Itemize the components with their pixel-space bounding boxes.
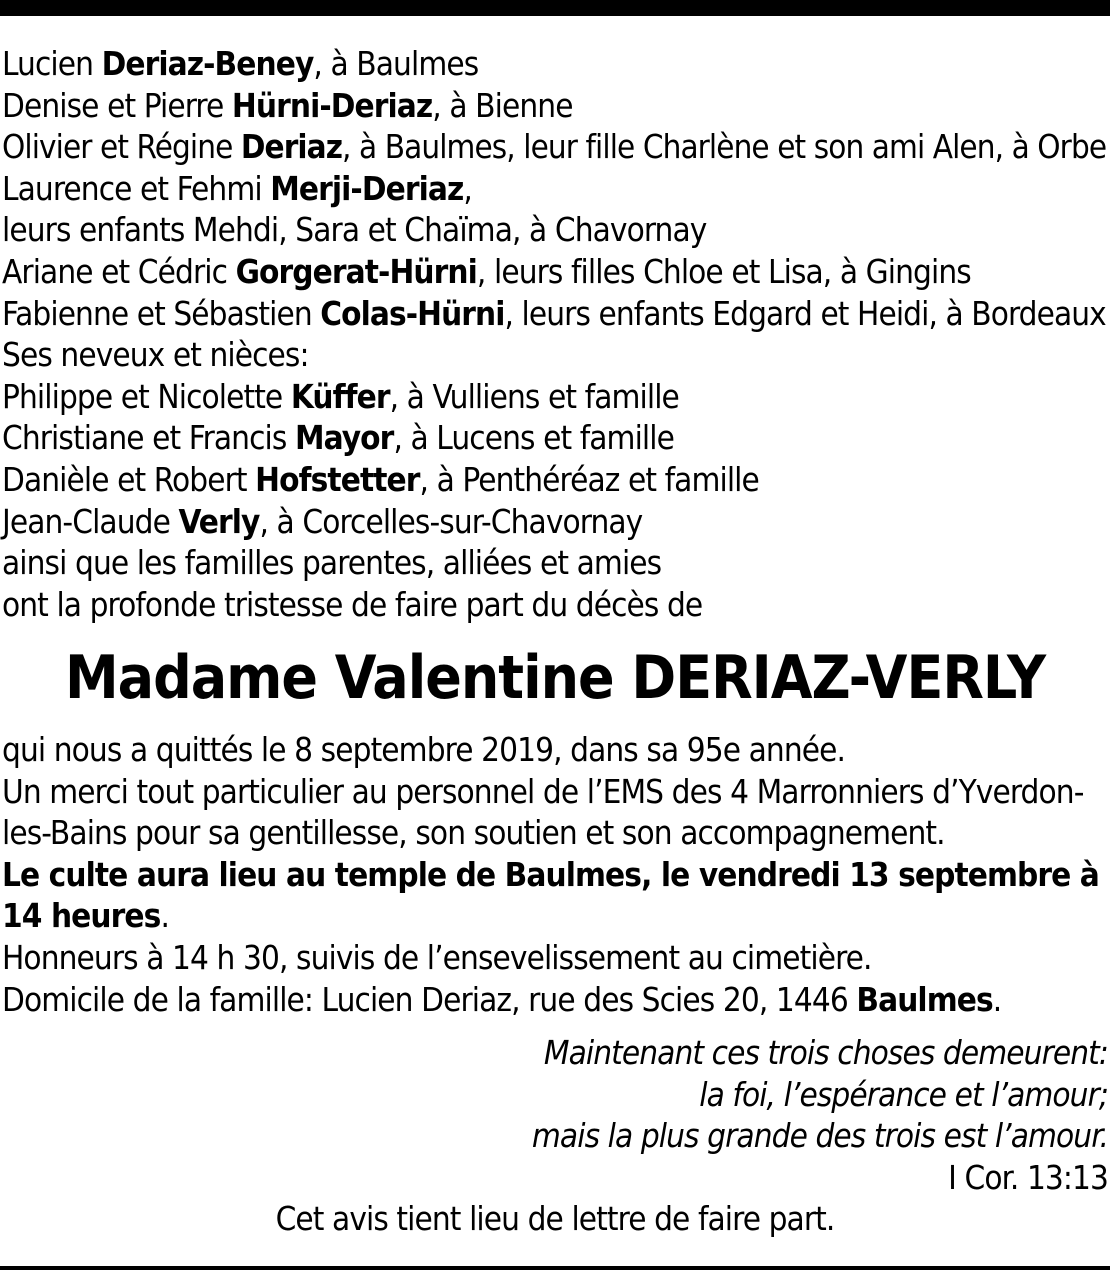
family-line: Olivier et Régine Deriaz, à Baulmes, leur fille Charlène et son ami Alen, à Orbe xyxy=(2,127,1107,167)
bottom-rule xyxy=(0,1266,1110,1270)
thanks-line: les-Bains pour sa gentillesse, son soutien et son accompagnement. xyxy=(2,813,945,853)
verse-line: la foi, l’espérance et l’amour; xyxy=(699,1074,1108,1114)
verse-reference: I Cor. 13:13 xyxy=(948,1157,1108,1197)
family-line: Philippe et Nicolette Küffer, à Vulliens et famille xyxy=(2,376,679,416)
family-line: Denise et Pierre Hürni-Deriaz, à Bienne xyxy=(2,85,573,125)
passing-date-line: qui nous a quittés le 8 septembre 2019, dans sa 95e année. xyxy=(2,730,846,769)
service-time-line: 14 heures. xyxy=(2,896,169,936)
footer-note-block xyxy=(0,1198,1110,1240)
verse-line: mais la plus grande des trois est l’amour. xyxy=(531,1116,1108,1156)
family-line: Fabienne et Sébastien Colas-Hürni, leurs enfants Edgard et Heidi, à Bordeaux xyxy=(2,293,1106,333)
top-rule xyxy=(0,0,1110,16)
domicile-line: Domicile de la famille: Lucien Deriaz, rue des Scies 20, 1446 Baulmes. xyxy=(2,979,1002,1019)
deceased-name: Madame Valentine DERIAZ-VERLY xyxy=(64,643,1046,713)
family-line: Jean-Claude Verly, à Corcelles-sur-Chavornay xyxy=(2,501,643,541)
footer-note: Cet avis tient lieu de lettre de faire part. xyxy=(275,1199,835,1238)
family-list xyxy=(2,43,1110,625)
family-line: ont la profonde tristesse de faire part du décès de xyxy=(2,584,703,624)
thanks-line: Un merci tout particulier au personnel de l’EMS des 4 Marronniers d’Yverdon- xyxy=(2,771,1084,811)
family-line: leurs enfants Mehdi, Sara et Chaïma, à Chavornay xyxy=(2,210,707,250)
bible-verse xyxy=(532,1032,1108,1198)
family-line: Danièle et Robert Hofstetter, à Penthéréaz et famille xyxy=(2,459,759,499)
verse-line: Maintenant ces trois choses demeurent: xyxy=(543,1033,1108,1072)
family-line: Christiane et Francis Mayor, à Lucens et famille xyxy=(2,418,675,458)
family-line: ainsi que les familles parentes, alliées et amies xyxy=(2,543,662,583)
honours-line: Honneurs à 14 h 30, suivis de l’ensevelissement au cimetière. xyxy=(2,937,872,977)
family-line: Ses neveux et nièces: xyxy=(2,335,309,375)
notice-body xyxy=(2,729,1110,1020)
family-line: Ariane et Cédric Gorgerat-Hürni, leurs filles Chloe et Lisa, à Gingins xyxy=(2,251,971,291)
family-line: Laurence et Fehmi Merji-Deriaz, xyxy=(2,168,472,208)
service-line: Le culte aura lieu au temple de Baulmes, le vendredi 13 septembre à xyxy=(2,854,1099,894)
family-line: Lucien Deriaz-Beney, à Baulmes xyxy=(2,44,479,83)
